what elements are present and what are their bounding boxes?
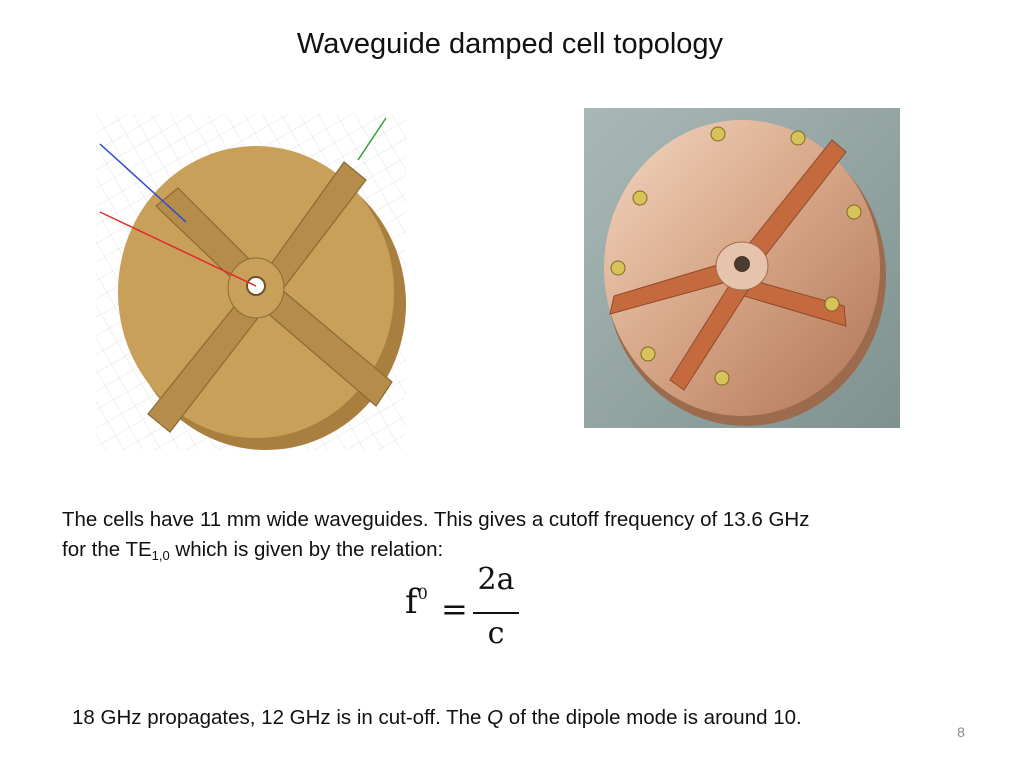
- cell-photo-figure: [584, 108, 900, 428]
- q-factor-symbol: Q: [487, 706, 504, 729]
- body-line-2-post: which is given by the relation:: [169, 538, 444, 561]
- cutoff-formula: [395, 560, 535, 660]
- formula-numerator: 2a: [477, 562, 515, 597]
- slide-title: Waveguide damped cell topology: [296, 28, 724, 60]
- formula-lhs-symbol: f: [405, 582, 418, 622]
- conclusion-text-post: of the dipole mode is around 10.: [503, 706, 802, 729]
- body-line-2-pre: for the TE: [62, 538, 152, 561]
- machined-copper-cell-photo-icon: [584, 108, 900, 428]
- page-number: 8: [957, 724, 965, 740]
- formula-equals: =: [441, 590, 468, 628]
- conclusion-text-pre: 18 GHz propagates, 12 GHz is in cut-off. The: [72, 706, 488, 729]
- cad-cell-model-icon: [96, 114, 406, 450]
- formula-lhs-subscript: 0: [417, 584, 428, 603]
- formula-denominator: c: [487, 616, 505, 651]
- formula-fraction-bar: [473, 612, 519, 614]
- body-line-1: The cells have 11 mm wide waveguides. This gives a cutoff frequency of 13.6 GHz: [62, 508, 810, 531]
- formula-lhs: [405, 582, 428, 622]
- body-paragraph: [62, 505, 962, 565]
- conclusion-text: [72, 706, 952, 730]
- cad-model-figure: [96, 114, 406, 450]
- te-mode-subscript: 1,0: [151, 548, 170, 563]
